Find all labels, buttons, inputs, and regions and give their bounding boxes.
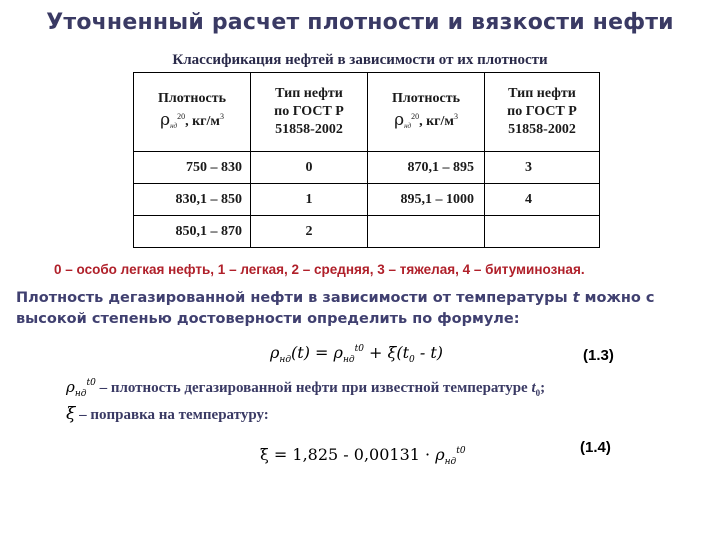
xi-definition: ξ – поправка на температуру:: [66, 404, 269, 424]
table-cell: [485, 216, 600, 248]
page-title: Уточненный расчет плотности и вязкости нефти: [46, 10, 674, 35]
table-cell: 2: [251, 216, 368, 248]
table-row: [134, 184, 600, 216]
table-cell: 3: [485, 152, 600, 184]
table-cell: 870,1 – 895: [368, 152, 485, 184]
header-density-label: Плотность: [158, 90, 226, 106]
formula-1-4-number: (1.4): [580, 439, 611, 456]
oil-type-legend: 0 – особо легкая нефть, 1 – легкая, 2 – средняя, 3 – тяжелая, 4 – битуминозная.: [54, 262, 585, 277]
table-header-row: [134, 73, 600, 152]
table-row: [134, 152, 600, 184]
formula-1-4: $\xi = 1,825 - 0,00131 \cdot \rho_{нд}^{t0}$: [260, 445, 466, 467]
table-row: [134, 216, 600, 248]
table-cell: 1: [251, 184, 368, 216]
header-density-2: Плотность $\rho_{нд}^{20}$, $кг/м^3$: [368, 73, 485, 152]
header-type-2: Тип нефти по ГОСТ Р 51858-2002: [485, 73, 600, 152]
table-cell: 0: [251, 152, 368, 184]
formula-1-3-number: (1.3): [583, 347, 614, 364]
header-density-unit-line: $\rho_{нд}^{20}$, $кг/м^3$: [160, 109, 224, 130]
header-density-1: [134, 73, 251, 152]
table-cell: 830,1 – 850: [134, 184, 251, 216]
rho-definition: $\rho_{нд}^{t0}$ – плотность дегазированной нефти при известной температуре $t_0$;: [66, 378, 546, 399]
description-paragraph: Плотность дегазированной нефти в зависимости от температуры t можно с высокой степенью достоверности определить по формуле:: [16, 290, 655, 327]
table-cell: [368, 216, 485, 248]
classification-table: [133, 72, 600, 248]
table-caption: Классификация нефтей в зависимости от их плотности: [172, 52, 548, 68]
header-type-1: Тип нефти по ГОСТ Р 51858-2002: [251, 73, 368, 152]
table-cell: 750 – 830: [134, 152, 251, 184]
formula-1-3: $\rho_{нд}(t) = \rho_{нд}^{t0} + \xi(t_0 - t)$: [270, 343, 443, 365]
table-cell: 895,1 – 1000: [368, 184, 485, 216]
table-cell: 4: [485, 184, 600, 216]
table-cell: 850,1 – 870: [134, 216, 251, 248]
